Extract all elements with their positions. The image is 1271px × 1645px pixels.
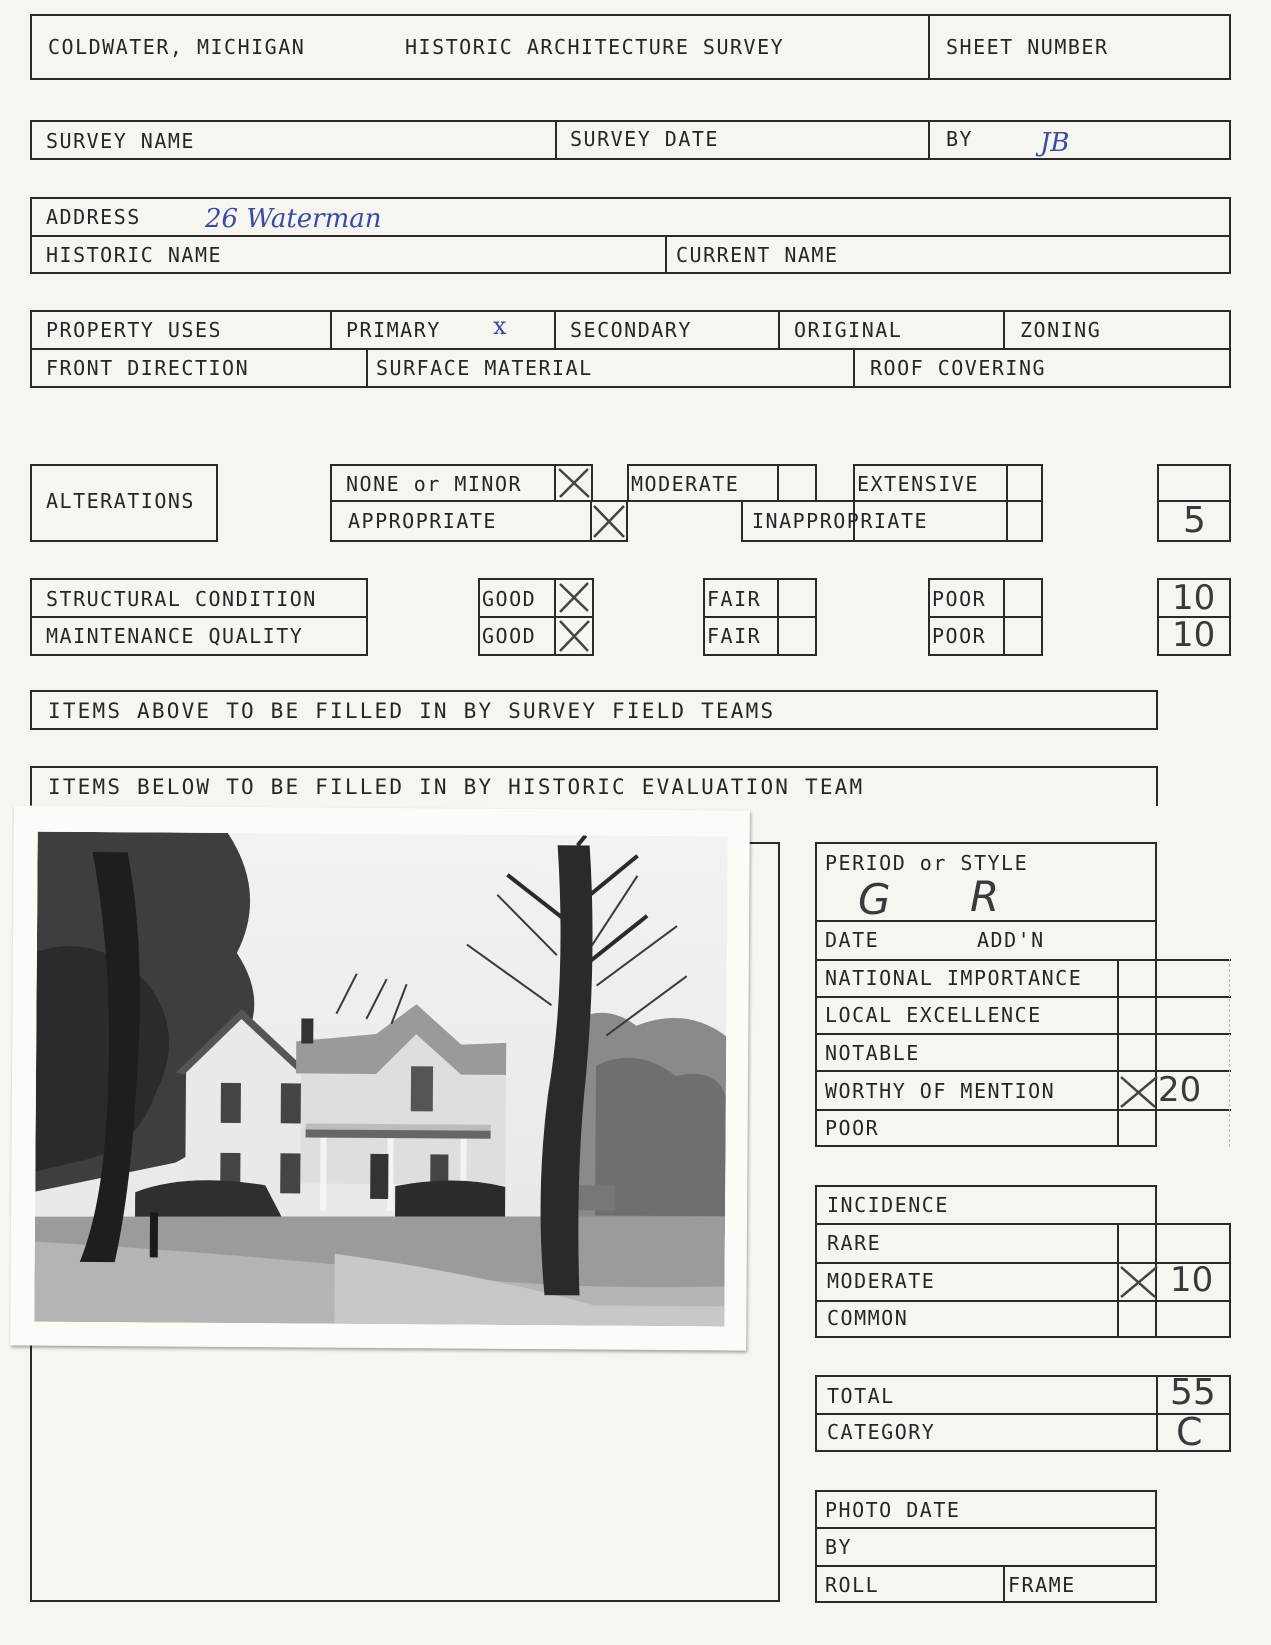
divider — [30, 348, 1231, 350]
inappropriate-label: INAPPROPRIATE — [752, 509, 929, 533]
worthy-score: 20 — [1158, 1070, 1202, 1110]
maintenance-poor-label: POOR — [932, 624, 987, 648]
address-value: 26 Waterman — [205, 204, 382, 234]
poor-label: POOR — [825, 1116, 880, 1140]
common-label: COMMON — [827, 1306, 909, 1330]
date-label: DATE — [825, 928, 880, 952]
structural-fair-label: FAIR — [707, 587, 762, 611]
city-label: COLDWATER, MICHIGAN — [48, 35, 306, 59]
structural-score: 10 — [1172, 578, 1216, 618]
divider — [330, 310, 332, 348]
divider — [815, 1527, 1157, 1529]
appropriate-label: APPROPRIATE — [348, 509, 497, 533]
divider — [815, 996, 1231, 998]
divider — [1117, 1336, 1231, 1338]
form-title: HISTORIC ARCHITECTURE SURVEY — [405, 35, 785, 59]
items-below-note: ITEMS BELOW TO BE FILLED IN BY HISTORIC EVALUATION TEAM — [48, 775, 865, 799]
divider — [777, 578, 779, 656]
national-importance-label: NATIONAL IMPORTANCE — [825, 966, 1083, 990]
sheet-number-label: SHEET NUMBER — [946, 35, 1109, 59]
divider — [815, 1300, 1231, 1302]
period-style-value-2: R — [970, 872, 1000, 921]
divider — [30, 766, 1158, 768]
divider — [1006, 500, 1008, 542]
structural-condition-label: STRUCTURAL CONDITION — [46, 587, 317, 611]
total-value: 55 — [1170, 1372, 1216, 1413]
divider — [1156, 766, 1158, 806]
divider — [1117, 959, 1119, 1147]
surveyor-initials: JB — [1040, 128, 1070, 158]
divider — [1003, 310, 1005, 348]
moderate-label: MODERATE — [631, 472, 740, 496]
divider — [1229, 1223, 1231, 1338]
current-name-label: CURRENT NAME — [676, 243, 839, 267]
incidence-score: 10 — [1170, 1260, 1214, 1300]
survey-date-label: SURVEY DATE — [570, 127, 719, 151]
moderate-incidence-check — [1117, 1264, 1161, 1300]
rare-label: RARE — [827, 1231, 882, 1255]
divider — [703, 616, 817, 618]
divider — [665, 235, 667, 274]
original-label: ORIGINAL — [794, 318, 903, 342]
extensive-label: EXTENSIVE — [857, 472, 979, 496]
by-label: BY — [946, 127, 974, 151]
worthy-of-mention-label: WORTHY OF MENTION — [825, 1079, 1056, 1103]
divider — [815, 959, 1231, 961]
divider — [928, 616, 1043, 618]
maintenance-good-label: GOOD — [482, 624, 537, 648]
divider — [815, 1223, 1231, 1225]
alterations-score: 5 — [1183, 500, 1206, 541]
divider — [815, 1413, 1231, 1415]
divider — [30, 235, 1231, 237]
roll-label: ROLL — [825, 1573, 880, 1597]
maintenance-fair-label: FAIR — [707, 624, 762, 648]
local-excellence-label: LOCAL EXCELLENCE — [825, 1003, 1042, 1027]
divider — [778, 310, 780, 348]
alterations-label: ALTERATIONS — [46, 489, 195, 513]
maintenance-score: 10 — [1172, 615, 1216, 655]
divider — [777, 464, 779, 502]
house-photo-image — [34, 832, 727, 1327]
house-photo — [10, 805, 750, 1350]
surface-material-label: SURFACE MATERIAL — [376, 356, 593, 380]
incidence-label: INCIDENCE — [827, 1193, 949, 1217]
divider — [30, 766, 32, 806]
divider — [928, 14, 930, 80]
roof-covering-label: ROOF COVERING — [870, 356, 1047, 380]
items-above-note: ITEMS ABOVE TO BE FILLED IN BY SURVEY FIELD TEAMS — [48, 699, 776, 723]
historic-name-label: HISTORIC NAME — [46, 243, 223, 267]
divider — [853, 348, 855, 388]
divider — [1003, 578, 1005, 656]
category-value: C — [1176, 1410, 1203, 1454]
secondary-label: SECONDARY — [570, 318, 692, 342]
period-style-label: PERIOD or STYLE — [825, 851, 1029, 875]
divider — [554, 310, 556, 348]
divider — [30, 616, 368, 618]
zoning-label: ZONING — [1020, 318, 1102, 342]
category-label: CATEGORY — [827, 1420, 936, 1444]
survey-name-label: SURVEY NAME — [46, 129, 195, 153]
divider — [555, 120, 557, 160]
divider — [366, 348, 368, 388]
notable-label: NOTABLE — [825, 1041, 920, 1065]
period-style-value-1: G — [858, 875, 891, 924]
worthy-check — [1117, 1074, 1161, 1110]
front-direction-label: FRONT DIRECTION — [46, 356, 250, 380]
divider — [815, 1262, 1231, 1264]
total-label: TOTAL — [827, 1384, 895, 1408]
structural-good-check — [556, 580, 592, 615]
primary-mark: x — [493, 312, 507, 340]
divider — [1229, 959, 1230, 1147]
primary-label: PRIMARY — [346, 318, 441, 342]
maintenance-quality-label: MAINTENANCE QUALITY — [46, 624, 304, 648]
none-minor-check — [556, 466, 592, 500]
divider — [928, 120, 930, 160]
none-minor-label: NONE or MINOR — [346, 472, 523, 496]
structural-good-label: GOOD — [482, 587, 537, 611]
photo-date-label: PHOTO DATE — [825, 1498, 961, 1522]
divider — [815, 1033, 1231, 1035]
address-label: ADDRESS — [46, 205, 141, 229]
divider — [815, 1565, 1157, 1567]
divider — [1156, 1375, 1158, 1452]
appropriate-check — [591, 503, 627, 540]
photo-by-label: BY — [825, 1535, 853, 1559]
moderate-incidence-label: MODERATE — [827, 1269, 936, 1293]
frame-label: FRAME — [1008, 1573, 1076, 1597]
maintenance-good-check — [556, 618, 592, 654]
divider — [1003, 1565, 1005, 1603]
addn-label: ADD'N — [977, 928, 1045, 952]
property-uses-label: PROPERTY USES — [46, 318, 223, 342]
structural-poor-label: POOR — [932, 587, 987, 611]
